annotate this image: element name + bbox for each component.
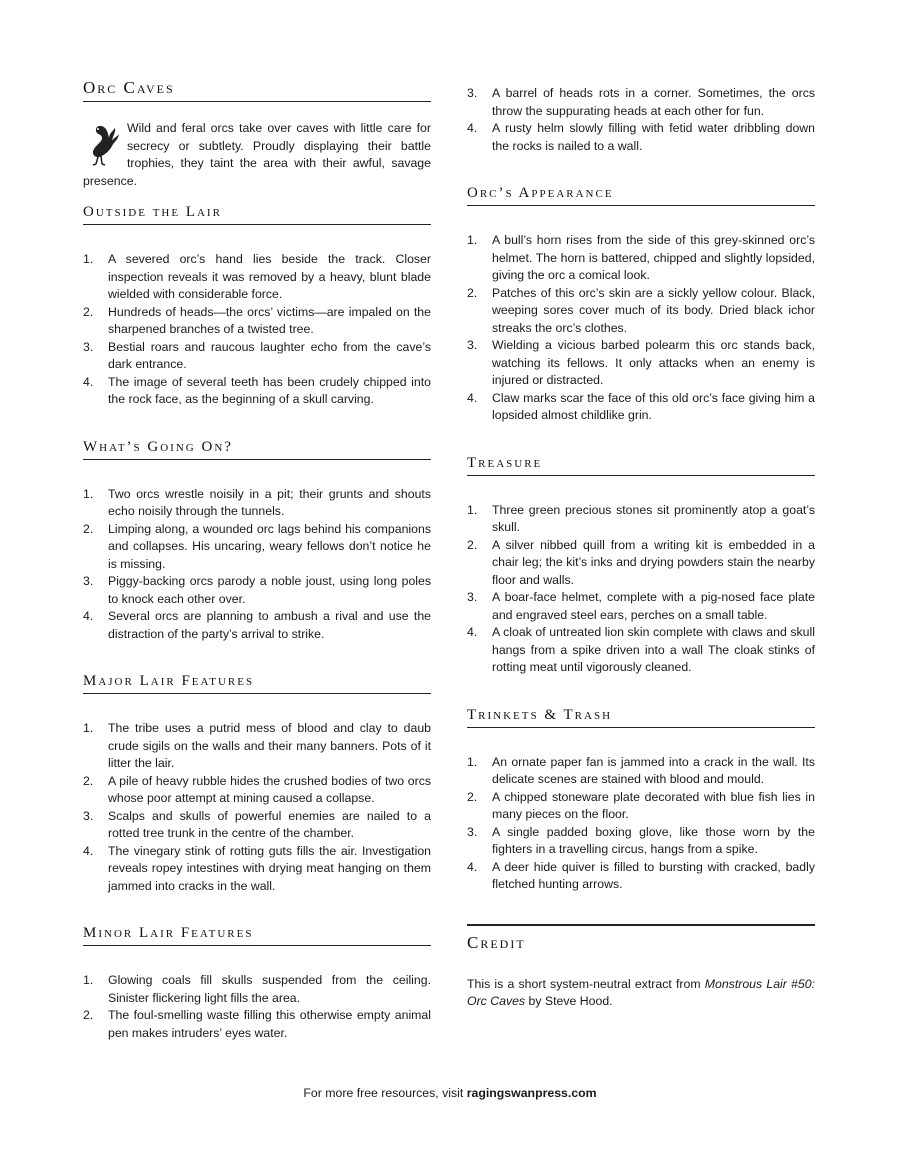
- list-item: 3. Scalps and skulls of powerful enemies are nailed to a rotted tree trunk in the centre of the chamber.: [83, 808, 431, 840]
- minor-features-list: [83, 972, 431, 1042]
- list-item: 2. A pile of heavy rubble hides the crushed bodies of two orcs whose poor attempt at mining caused a collapse.: [83, 773, 431, 805]
- left-column: [83, 78, 431, 1042]
- list-item: 4. Claw marks scar the face of this old orc’s face giving him a lopsided almost childlike grin.: [467, 390, 815, 422]
- section-heading: Treasure: [467, 455, 815, 476]
- list-item: 2. A silver nibbed quill from a writing kit is embedded in a chair leg; the kit’s inks and drying powders stain the nearby floor and walls.: [467, 537, 815, 587]
- list-item: 1. The tribe uses a putrid mess of blood and clay to daub crude sigils on the walls and their many banners. Pots of it litter the lair.: [83, 721, 431, 770]
- section-heading: What’s Going On?: [83, 439, 431, 460]
- list-item: 3. A boar-face helmet, complete with a pig-nosed face plate and engraved steel ears, perches on a small table.: [467, 590, 815, 622]
- section-orcs-appearance: [467, 185, 815, 425]
- list-item: 2. Limping along, a wounded orc lags behind his companions and collapses. His uncaring, weary fellows don’t notice he is missing.: [83, 521, 431, 571]
- outside-list: [83, 251, 431, 409]
- section-trinkets-and-trash: [467, 707, 815, 894]
- section-heading: Orc’s Appearance: [467, 185, 815, 206]
- section-heading: Outside the Lair: [83, 204, 431, 225]
- intro-text: Wild and feral orcs take over caves with little care for secrecy or subtlety. Proudly displaying their battle trophies, they taint the area with their awful, savage presence.: [83, 121, 431, 188]
- appearance-list: [467, 232, 815, 425]
- major-features-list: [83, 720, 431, 895]
- list-item: 2. The foul-smelling waste filling this otherwise empty animal pen makes intruders’ eyes water.: [83, 1008, 431, 1040]
- page-title: Orc Caves: [83, 78, 431, 102]
- list-item: 2. Hundreds of heads—the orcs’ victims—are impaled on the sharpened branches of a twisted tree.: [83, 304, 431, 336]
- list-item: 1. Glowing coals fill skulls suspended from the ceiling. Sinister flickering light fills the area.: [83, 973, 431, 1005]
- trinkets-list: [467, 754, 815, 894]
- intro: [83, 120, 431, 190]
- treasure-list: [467, 502, 815, 677]
- section-heading: Minor Lair Features: [83, 925, 431, 946]
- list-item: 4. The vinegary stink of rotting guts fills the air. Investigation reveals ropey intestines with drying meat hanging on them jammed into cracks in the wall.: [83, 843, 431, 893]
- list-item: 1. An ornate paper fan is jammed into a crack in the wall. Its delicate scenes are stained with blood and mould.: [467, 754, 815, 786]
- section-minor-lair-features: [83, 925, 431, 1042]
- list-item: 4. A cloak of untreated lion skin complete with claws and skull hangs from a spike driven into a wall The cloak stinks of rotting meat until vigorously cleaned.: [467, 625, 815, 674]
- list-item: 2. Patches of this orc’s skin are a sickly yellow colour. Black, weeping sores cover much of its body. Dried black ichor streaks the orc’s clothes.: [467, 285, 815, 335]
- list-item: 4. A rusty helm slowly filling with fetid water dribbling down the rocks is nailed to a wall.: [467, 121, 815, 153]
- footer-text: For more free resources, visit: [303, 1086, 467, 1100]
- list-item: 1. Three green precious stones sit prominently atop a goat’s skull.: [467, 502, 815, 534]
- credit-work-title: Monstrous Lair #50: Orc Caves: [467, 976, 815, 1008]
- list-item: 4. Several orcs are planning to ambush a rival and use the distraction of the party’s arrival to strike.: [83, 609, 431, 641]
- list-item: 2. A chipped stoneware plate decorated with blue fish lies in many pieces on the floor.: [467, 789, 815, 821]
- list-item: 3. Bestial roars and raucous laughter echo from the cave’s dark entrance.: [83, 339, 431, 371]
- section-credit: [467, 924, 815, 1011]
- section-heading: Credit: [467, 932, 526, 952]
- footer-link[interactable]: ragingswanpress.com: [466, 1086, 597, 1100]
- section-major-lair-features: [83, 673, 431, 895]
- list-item: 4. A deer hide quiver is filled to bursting with cracked, badly fletched hunting arrows.: [467, 859, 815, 891]
- minor-features-list-continued: [467, 85, 815, 155]
- list-item: 1. A bull’s horn rises from the side of this grey-skinned orc’s helmet. The horn is battered, chipped and slightly lopsided, giving the orc a comical look.: [467, 233, 815, 282]
- list-item: 4. The image of several teeth has been crudely chipped into the rock face, as the beginning of a skull carving.: [83, 374, 431, 406]
- list-item: 3. Piggy-backing orcs parody a noble joust, using long poles to knock each other over.: [83, 574, 431, 606]
- list-item: 3. Wielding a vicious barbed polearm this orc stands back, watching its fellows. It only attacks when an enemy is injured or distracted.: [467, 338, 815, 387]
- section-outside-the-lair: [83, 204, 431, 409]
- section-heading: Trinkets & Trash: [467, 707, 815, 728]
- section-treasure: [467, 455, 815, 677]
- credit-text: This is a short system-neutral extract from Monstrous Lair #50: Orc Caves by Steve Hood.: [467, 976, 815, 1008]
- section-whats-going-on: [83, 439, 431, 644]
- list-item: 1. A severed orc’s hand lies beside the track. Closer inspection reveals it was removed by a heavy, blunt blade wielded with considerable force.: [83, 252, 431, 301]
- list-item: 3. A single padded boxing glove, like those worn by the fighters in a travelling circus, hangs from a spike.: [467, 824, 815, 856]
- whats-going-on-list: [83, 486, 431, 644]
- section-heading: Major Lair Features: [83, 673, 431, 694]
- swan-icon: [85, 122, 121, 166]
- list-item: 1. Two orcs wrestle noisily in a pit; their grunts and shouts echo noisily through the tunnels.: [83, 486, 431, 518]
- footer: [0, 1086, 900, 1100]
- list-item: 3. A barrel of heads rots in a corner. Sometimes, the orcs throw the suppurating heads at each other for fun.: [467, 86, 815, 118]
- right-column: [467, 85, 815, 1011]
